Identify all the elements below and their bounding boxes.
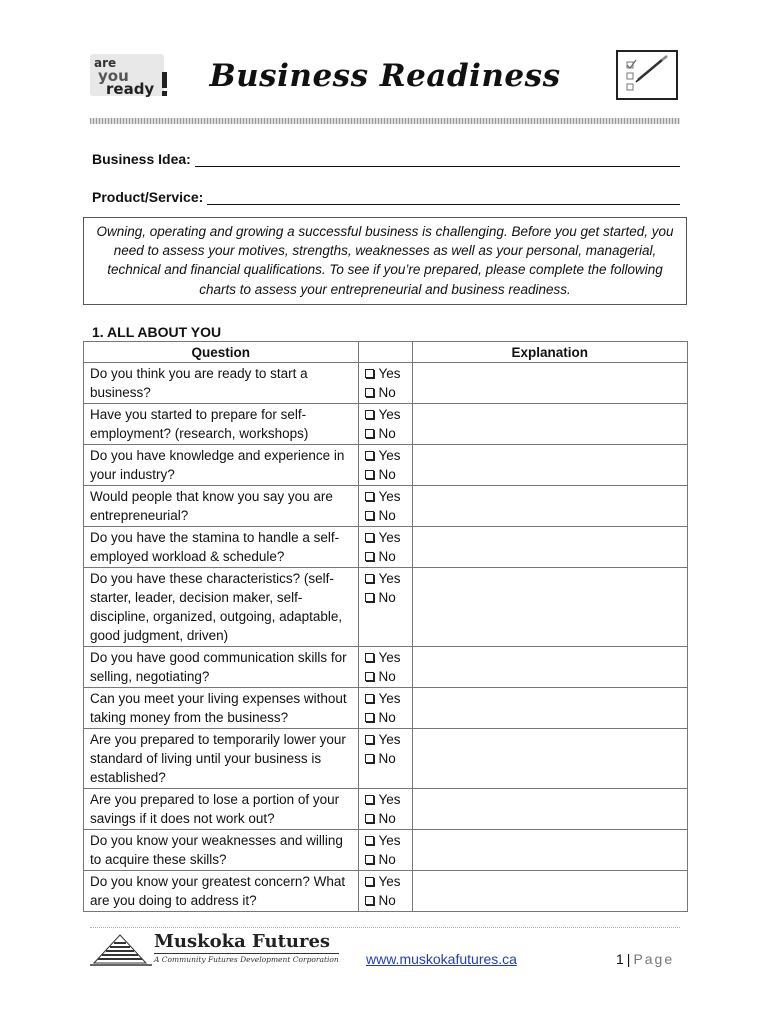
question-text: Do you have knowledge and experience in your industry? xyxy=(84,445,359,486)
answer-cell xyxy=(358,830,412,871)
yes-checkbox[interactable] xyxy=(365,451,374,460)
logo-word-2: you xyxy=(98,67,129,85)
product-service-row xyxy=(92,185,680,205)
product-service-field[interactable] xyxy=(207,190,680,205)
explanation-cell[interactable] xyxy=(412,830,687,871)
yes-label: Yes xyxy=(378,530,401,545)
section-title: 1. ALL ABOUT YOU xyxy=(92,324,222,340)
yes-option[interactable] xyxy=(365,730,406,749)
yes-option[interactable] xyxy=(365,790,406,809)
no-label: No xyxy=(378,467,396,482)
website-link[interactable]: www.muskokafutures.ca xyxy=(366,951,517,967)
explanation-cell[interactable] xyxy=(412,568,687,647)
yes-checkbox[interactable] xyxy=(365,653,374,662)
table-row xyxy=(84,871,688,912)
yes-option[interactable] xyxy=(365,405,406,424)
table-row xyxy=(84,363,688,404)
yes-label: Yes xyxy=(378,691,401,706)
no-checkbox[interactable] xyxy=(365,388,374,397)
explanation-cell[interactable] xyxy=(412,486,687,527)
no-option[interactable] xyxy=(365,506,406,525)
logo-word-3: ready xyxy=(106,80,155,98)
business-idea-row xyxy=(92,147,680,167)
answer-cell xyxy=(358,445,412,486)
question-text: Do you know your greatest concern? What are you doing to address it? xyxy=(84,871,359,912)
page-word: Page xyxy=(633,951,675,967)
yes-checkbox[interactable] xyxy=(365,410,374,419)
yes-option[interactable] xyxy=(365,872,406,891)
explanation-cell[interactable] xyxy=(412,527,687,568)
explanation-cell[interactable] xyxy=(412,789,687,830)
yes-option[interactable] xyxy=(365,648,406,667)
question-text: Do you have good communication skills for selling, negotiating? xyxy=(84,647,359,688)
explanation-cell[interactable] xyxy=(412,729,687,789)
yes-option[interactable] xyxy=(365,831,406,850)
logo-word-1: are xyxy=(94,56,117,70)
no-option[interactable] xyxy=(365,424,406,443)
yes-checkbox[interactable] xyxy=(365,694,374,703)
table-row xyxy=(84,486,688,527)
answer-cell xyxy=(358,647,412,688)
explanation-cell[interactable] xyxy=(412,445,687,486)
no-label: No xyxy=(378,508,396,523)
page-title: Business Readiness xyxy=(209,58,561,94)
question-text: Are you prepared to lose a portion of your savings if it does not work out? xyxy=(84,789,359,830)
yes-label: Yes xyxy=(378,833,401,848)
no-label: No xyxy=(378,852,396,867)
no-option[interactable] xyxy=(365,850,406,869)
table-row xyxy=(84,729,688,789)
no-checkbox[interactable] xyxy=(365,896,374,905)
yes-checkbox[interactable] xyxy=(365,877,374,886)
answer-cell xyxy=(358,871,412,912)
org-name: Muskoka Futures xyxy=(154,930,331,952)
page-separator: | xyxy=(626,951,631,967)
yes-checkbox[interactable] xyxy=(365,735,374,744)
explanation-cell[interactable] xyxy=(412,688,687,729)
question-text: Do you have these characteristics? (self-starter, leader, decision maker, self-discipline, organized, outgoing, adaptable, good judgment, driven) xyxy=(84,568,359,647)
business-idea-field[interactable] xyxy=(195,152,680,167)
yes-label: Yes xyxy=(378,571,401,586)
yes-checkbox[interactable] xyxy=(365,574,374,583)
yes-checkbox[interactable] xyxy=(365,795,374,804)
yes-label: Yes xyxy=(378,732,401,747)
no-label: No xyxy=(378,590,396,605)
no-option[interactable] xyxy=(365,383,406,402)
no-checkbox[interactable] xyxy=(365,713,374,722)
yes-label: Yes xyxy=(378,874,401,889)
answer-cell xyxy=(358,688,412,729)
question-text: Do you have the stamina to handle a self-employed workload & schedule? xyxy=(84,527,359,568)
muskoka-futures-logo xyxy=(90,928,339,968)
explanation-cell[interactable] xyxy=(412,404,687,445)
yes-option[interactable] xyxy=(365,446,406,465)
yes-label: Yes xyxy=(378,489,401,504)
answer-cell xyxy=(358,404,412,445)
mountain-icon xyxy=(90,929,152,967)
question-text: Would people that know you say you are entrepreneurial? xyxy=(84,486,359,527)
business-idea-label: Business Idea: xyxy=(92,151,191,167)
yes-checkbox[interactable] xyxy=(365,836,374,845)
yes-label: Yes xyxy=(378,407,401,422)
no-label: No xyxy=(378,751,396,766)
question-text: Are you prepared to temporarily lower your standard of living until your business is established? xyxy=(84,729,359,789)
no-checkbox[interactable] xyxy=(365,672,374,681)
no-checkbox[interactable] xyxy=(365,593,374,602)
no-option[interactable] xyxy=(365,667,406,686)
answer-cell xyxy=(358,568,412,647)
answer-cell xyxy=(358,789,412,830)
explanation-cell[interactable] xyxy=(412,363,687,404)
table-row xyxy=(84,404,688,445)
no-option[interactable] xyxy=(365,588,406,607)
no-checkbox[interactable] xyxy=(365,855,374,864)
question-header: Question xyxy=(84,342,359,363)
no-option[interactable] xyxy=(365,809,406,828)
table-row xyxy=(84,445,688,486)
answer-cell xyxy=(358,486,412,527)
table-row xyxy=(84,568,688,647)
yes-label: Yes xyxy=(378,448,401,463)
table-row xyxy=(84,830,688,871)
no-label: No xyxy=(378,811,396,826)
explanation-cell[interactable] xyxy=(412,647,687,688)
checklist-icon xyxy=(616,50,678,100)
yes-label: Yes xyxy=(378,650,401,665)
yes-checkbox[interactable] xyxy=(365,369,374,378)
answer-cell xyxy=(358,363,412,404)
explanation-header: Explanation xyxy=(412,342,687,363)
answer-header xyxy=(358,342,412,363)
yes-option[interactable] xyxy=(365,487,406,506)
yes-option[interactable] xyxy=(365,569,406,588)
no-option[interactable] xyxy=(365,547,406,566)
page-number-value: 1 xyxy=(616,951,624,967)
no-checkbox[interactable] xyxy=(365,511,374,520)
table-row xyxy=(84,789,688,830)
no-option[interactable] xyxy=(365,708,406,727)
org-tagline: A Community Futures Development Corporation xyxy=(154,954,339,964)
intro-paragraph: Owning, operating and growing a successful business is challenging. Before you get started, you need to assess your motives, strengths, weaknesses as well as your personal, managerial, technical and financial qualifications. To see if you’re prepared, please complete the following charts to assess your entrepreneurial and business readiness. xyxy=(83,217,687,305)
questions-table xyxy=(83,341,688,912)
no-label: No xyxy=(378,385,396,400)
table-header-row xyxy=(84,342,688,363)
table-row xyxy=(84,647,688,688)
question-text: Can you meet your living expenses without taking money from the business? xyxy=(84,688,359,729)
table-row xyxy=(84,688,688,729)
product-service-label: Product/Service: xyxy=(92,189,204,205)
yes-label: Yes xyxy=(378,366,401,381)
yes-option[interactable] xyxy=(365,528,406,547)
no-option[interactable] xyxy=(365,465,406,484)
no-checkbox[interactable] xyxy=(365,470,374,479)
question-text: Have you started to prepare for self-employment? (research, workshops) xyxy=(84,404,359,445)
no-checkbox[interactable] xyxy=(365,552,374,561)
header-divider xyxy=(90,118,680,124)
page-number xyxy=(616,951,674,967)
no-label: No xyxy=(378,669,396,684)
no-option[interactable] xyxy=(365,891,406,910)
yes-label: Yes xyxy=(378,792,401,807)
no-option[interactable] xyxy=(365,749,406,768)
no-label: No xyxy=(378,710,396,725)
explanation-cell[interactable] xyxy=(412,871,687,912)
yes-checkbox[interactable] xyxy=(365,533,374,542)
yes-option[interactable] xyxy=(365,689,406,708)
no-label: No xyxy=(378,893,396,908)
answer-cell xyxy=(358,729,412,789)
table-row xyxy=(84,527,688,568)
no-checkbox[interactable] xyxy=(365,429,374,438)
question-text: Do you think you are ready to start a business? xyxy=(84,363,359,404)
yes-checkbox[interactable] xyxy=(365,492,374,501)
no-label: No xyxy=(378,549,396,564)
question-text: Do you know your weaknesses and willing to acquire these skills? xyxy=(84,830,359,871)
no-label: No xyxy=(378,426,396,441)
no-checkbox[interactable] xyxy=(365,754,374,763)
yes-option[interactable] xyxy=(365,364,406,383)
answer-cell xyxy=(358,527,412,568)
no-checkbox[interactable] xyxy=(365,814,374,823)
